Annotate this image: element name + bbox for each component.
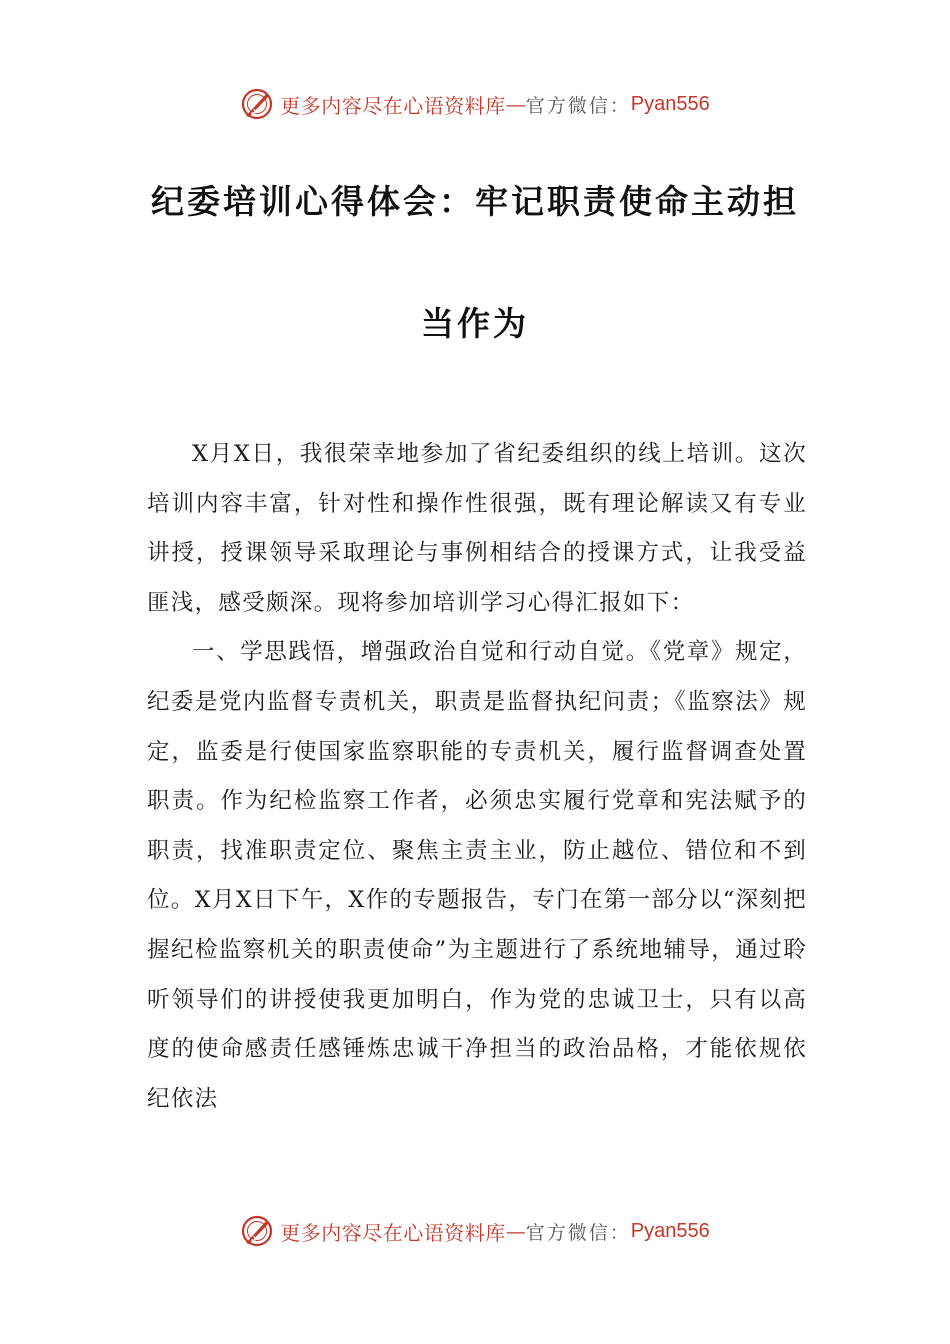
paragraph-section-one: 一、学思践悟，增强政治自觉和行动自觉。《党章》规定，纪委是党内监督专责机关，职责是监督执纪问责；《监察法》规定，监委是行使国家监察职能的专责机关，履行监督调查处置职责。作为纪检监察工作者，必须忠实履行党章和宪法赋予的职责，找准职责定位、聚焦主责主业，防止越位、错位和不到位。X月X日下午，X作的专题报告，专门在第一部分以“深刻把握纪检监察机关的职责使命”为主题进行了系统地辅导，通过聆听领导们的讲授使我更加明白，作为党的忠诚卫士，只有以高度的使命感责任感锤炼忠诚干净担当的政治品格，才能依规依纪依法 bbox=[147, 639, 807, 1112]
watermark-separator: — bbox=[505, 1219, 526, 1243]
paragraph-intro: X月X日，我很荣幸地参加了省纪委组织的线上培训。这次培训内容丰富，针对性和操作性很强，既有理论解读又有专业讲授，授课领导采取理论与事例相结合的授课方式，让我受益匪浅，感受颇深。现将参加培训学习心得汇报如下： bbox=[147, 441, 807, 616]
document-body bbox=[147, 430, 807, 1124]
watermark-wechat-label: 官方微信： bbox=[525, 1221, 631, 1244]
watermark-wechat-label: 官方微信： bbox=[525, 94, 631, 117]
watermark-site-text: 更多内容尽在心语资料库 bbox=[280, 1220, 506, 1245]
quill-seal-icon bbox=[240, 87, 274, 121]
watermark-wechat-id: Pyan556 bbox=[630, 1219, 710, 1242]
header-watermark bbox=[0, 84, 950, 124]
document-title-line-1: 纪委培训心得体会：牢记职责使命主动担 bbox=[151, 182, 799, 221]
watermark-separator: — bbox=[505, 92, 526, 116]
footer-watermark bbox=[0, 1211, 950, 1251]
watermark-wechat-id: Pyan556 bbox=[630, 92, 710, 115]
document-title-line-2: 当作为 bbox=[421, 304, 529, 343]
quill-seal-icon bbox=[240, 1214, 274, 1248]
watermark-site-text: 更多内容尽在心语资料库 bbox=[280, 93, 506, 118]
